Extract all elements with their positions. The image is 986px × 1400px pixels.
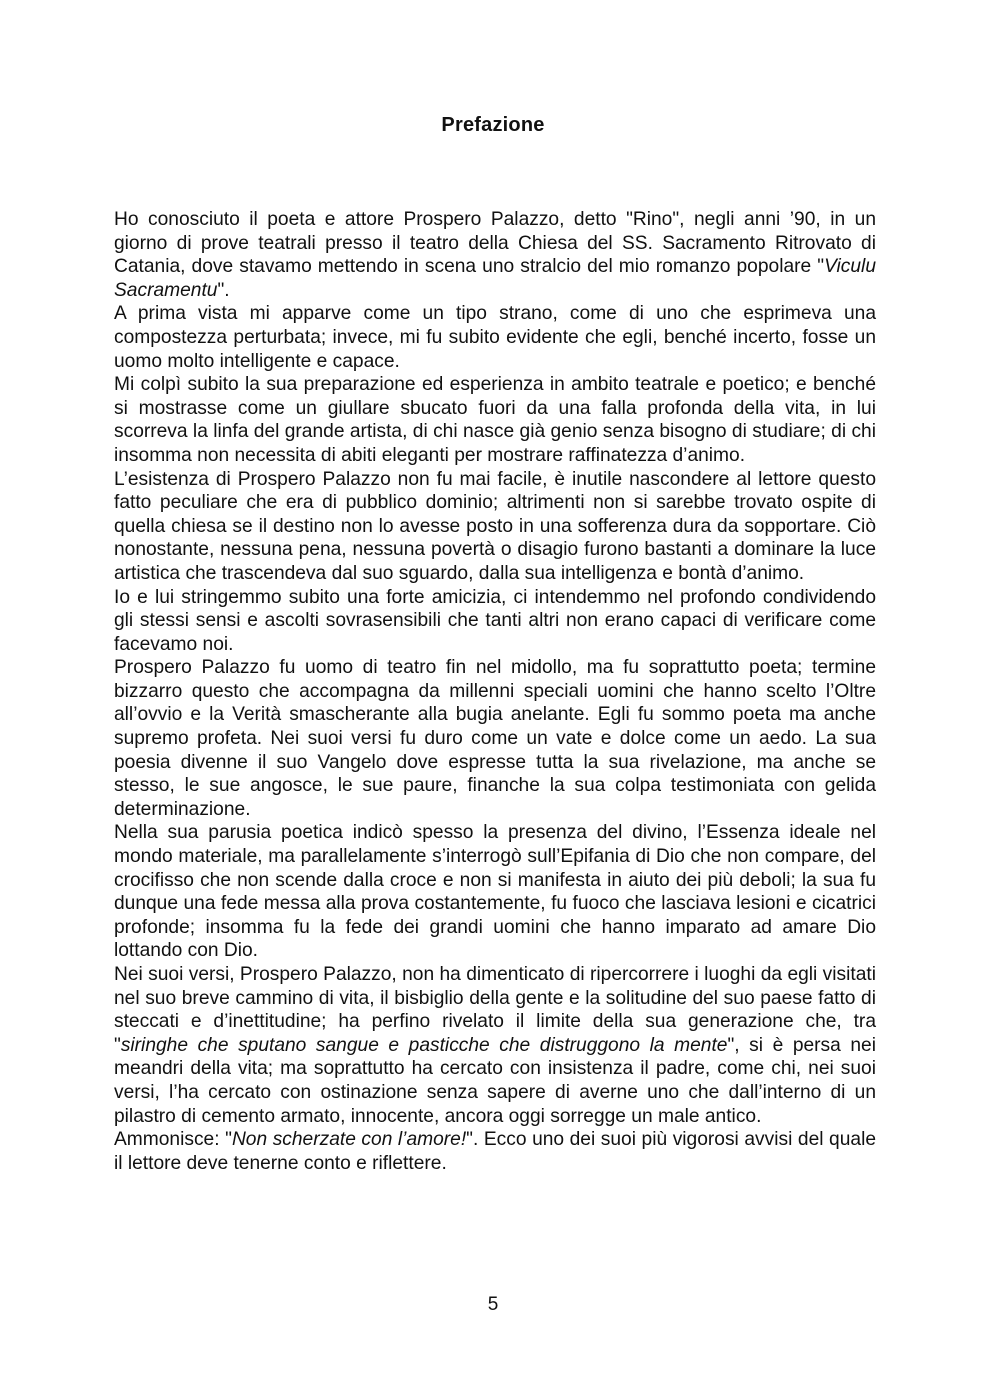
text-segment: Mi colpì subito la sua preparazione ed esperienza in ambito teatrale e poetico; e benché si mostrasse come un giullare sbucato fuori da una falla profonda della vita, in lui scorreva la linfa del grande artista, di chi nasce già genio senza bisogno di studiare; di chi insomma non necessita di abiti eleganti per mostrare raffinatezza d’animo. [114,374,876,466]
paragraph [114,373,876,467]
italic-quote: Viculu Sacramentu [114,256,876,301]
text-segment: Prospero Palazzo fu uomo di teatro fin nel midollo, ma fu soprattutto poeta; termine bizzarro questo che accompagna da millenni speciali uomini che hanno scelto l’Oltre all’ovvio e la Verità smascherante alla bugia anelante. Egli fu sommo poeta ma anche supremo profeta. Nei suoi versi fu duro come un vate e dolce come un aedo. La sua poesia divenne il suo Vangelo dove espresse tutta la sua rivelazione, ma anche se stesso, le sue angosce, le sue paure, finanche la sua colpa testimoniata con gelida determinazione. [114,657,876,820]
text-segment: ". Ecco uno dei suoi più vigorosi avvisi del quale il lettore deve tenerne conto e riflettere. [114,1129,877,1174]
text-segment: Ho conosciuto il poeta e attore Prospero Palazzo, detto "Rino", negli anni ’90, in un giorno di prove teatrali presso il teatro della Chiesa del SS. Sacramento Ritrovato di Catania, dove stavamo mettendo in scena uno stralcio del mio romanzo popolare " [114,209,876,278]
text-segment: L’esistenza di Prospero Palazzo non fu mai facile, è inutile nascondere al lettore questo fatto peculiare che era di pubblico dominio; altrimenti non si sarebbe trovato ospite di quella chiesa se il destino non lo avesse posto in una sofferenza dura da sopportare. Ciò nonostante, nessuna pena, nessuna povertà o disagio furono bastanti a dominare la luce artistica che trascendeva dal suo sguardo, dalla sua intelligenza e bontà d’animo. [114,468,876,584]
paragraph [114,821,876,963]
paragraph [114,1128,876,1175]
text-segment: Ammonisce: " [114,1129,232,1151]
paragraph [114,656,876,821]
paragraph [114,586,876,657]
body-text [114,208,876,1175]
text-segment: A prima vista mi apparve come un tipo strano, come di uno che esprimeva una compostezza perturbata; invece, mi fu subito evidente che egli, benché incerto, fosse un uomo molto intelligente e capace. [114,303,876,372]
text-segment: ". [217,279,230,301]
text-segment: Nei suoi versi, Prospero Palazzo, non ha dimenticato di ripercorrere i luoghi da egli visitati nel suo breve cammino di vita, il bisbiglio della gente e la solitudine del suo paese fatto di steccati e d’inettitudine; ha perfino rivelato il limite della sua generazione che, tra " [114,964,876,1056]
paragraph [114,208,876,302]
text-segment: ", si è persa nei meandri della vita; ma soprattutto ha cercato con insistenza il padre, come chi, nei suoi versi, l’ha cercato con ostinazione senza sapere di averne uno che dall’interno di un pilastro di cemento armato, innocente, ancora oggi sorregge un male antico. [114,1034,876,1127]
text-segment: Io e lui stringemmo subito una forte amicizia, ci intendemmo nel profondo condividendo gli stessi sensi e ascolti sovrasensibili che tanti altri non erano capaci di verificare come facevamo noi. [114,586,876,655]
italic-quote: siringhe che sputano sangue e pasticche che distruggono la mente [120,1034,728,1056]
italic-quote: Non scherzate con l’amore! [231,1129,467,1151]
paragraph [114,468,876,586]
paragraph [114,963,876,1128]
paragraph [114,302,876,373]
page-title: Prefazione [441,114,545,136]
text-segment: Nella sua parusia poetica indicò spesso la presenza del divino, l’Essenza ideale nel mondo materiale, ma parallelamente s’interrogò sull’Epifania di Dio che non compare, del crocifisso che non scende dalla croce e non si manifesta in aiuto dei più deboli; la sua fu dunque una fede messa alla prova costantemente, fu fuoco che lasciava lesioni e cicatrici profonde; insomma fu la fede dei grandi uomini che hanno imparato ad amare Dio lottando con Dio. [114,822,876,962]
page-number: 5 [487,1294,499,1315]
